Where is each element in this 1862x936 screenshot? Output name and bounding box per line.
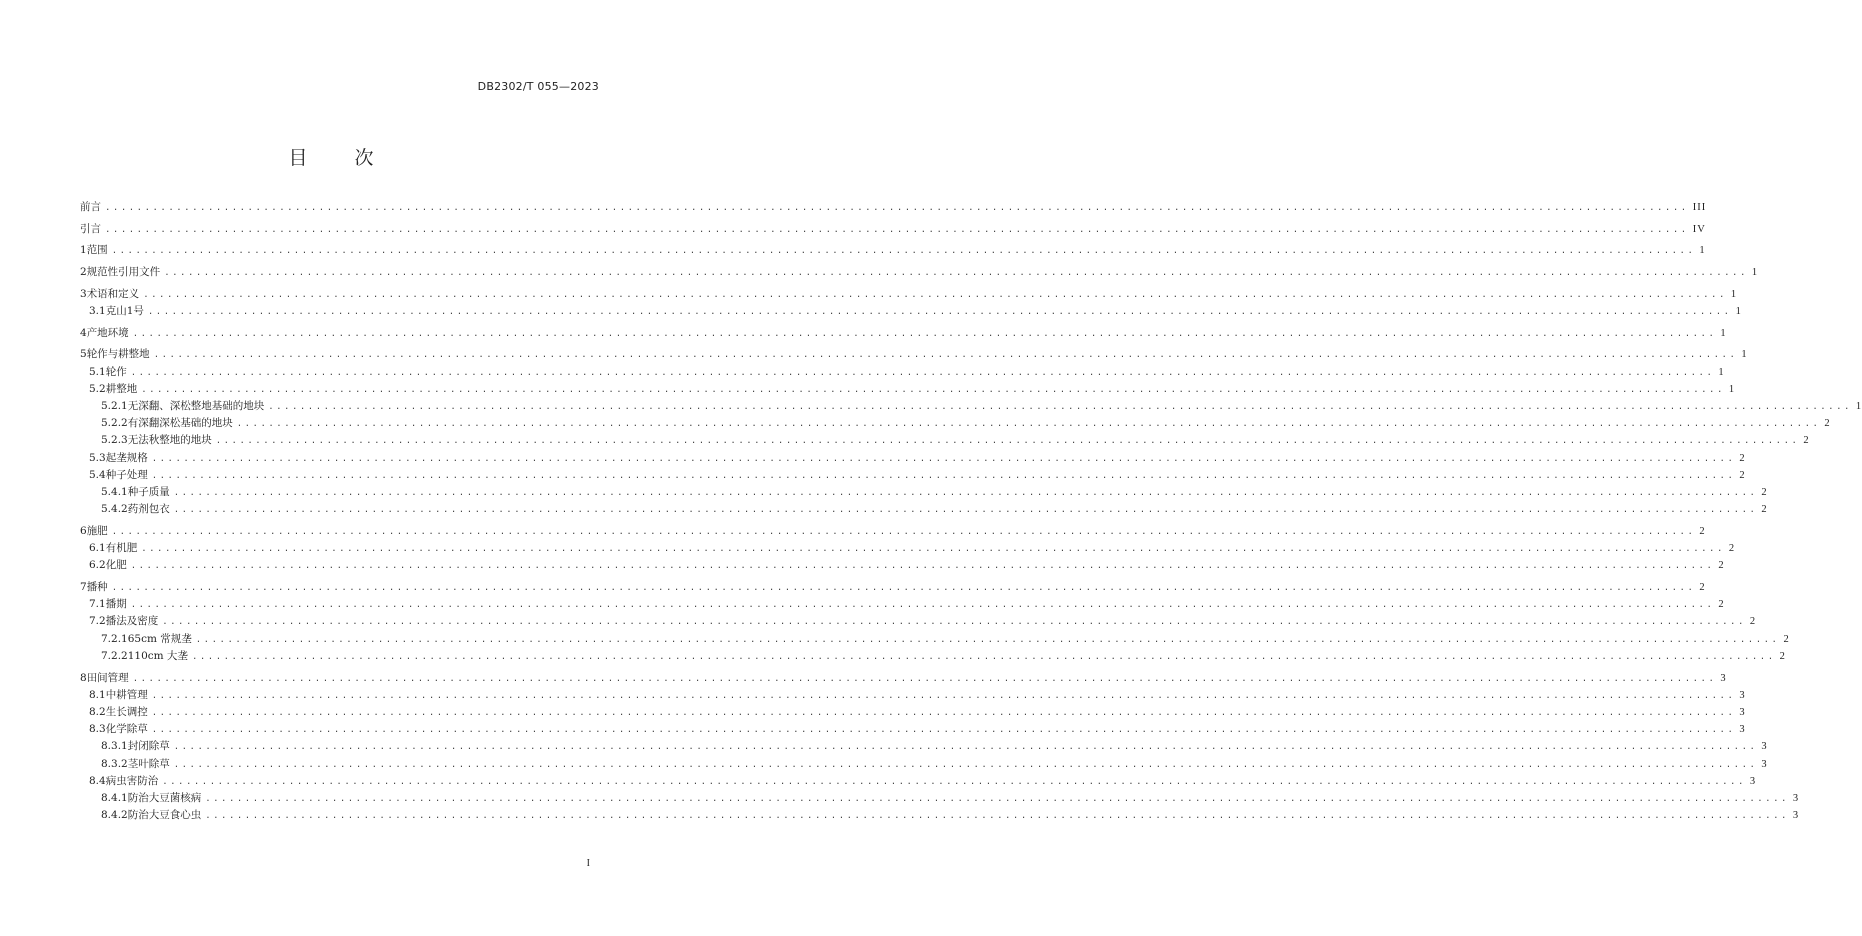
toc-entry-number: 3.1 [89, 305, 106, 317]
toc-entry[interactable] [101, 398, 1862, 414]
toc-entry-page: 2 [1739, 469, 1746, 481]
toc-entry-page: 3 [1720, 672, 1727, 684]
toc-entry[interactable] [80, 670, 1727, 686]
toc-entry[interactable] [89, 773, 1757, 789]
toc-entry-label: 生长调控 [105, 705, 148, 718]
toc-entry[interactable] [80, 221, 1706, 237]
toc-leader-dots: ........................................................................................................................................................................................................ [151, 690, 1736, 701]
toc-entry[interactable] [80, 264, 1759, 280]
toc-leader-dots: ........................................................................................................................................................................................................ [173, 505, 1758, 516]
toc-entry-number: 8.3 [89, 723, 106, 736]
toc-leader-dots: ........................................................................................................................................................................................................ [151, 725, 1736, 736]
toc-leader-dots: ........................................................................................................................................................................................................ [143, 289, 1727, 300]
toc-entry-number: 2 [80, 266, 87, 279]
toc-entry[interactable] [89, 381, 1736, 397]
toc-leader-dots: ........................................................................................................................................................................................................ [153, 350, 1738, 361]
toc-entry[interactable] [80, 346, 1748, 362]
toc-entry-page: 2 [1739, 452, 1746, 464]
toc-entry-label: 种子处理 [105, 468, 148, 481]
toc-entry-label: 种子质量 [127, 486, 170, 498]
toc-entry-page: 2 [1718, 560, 1725, 572]
toc-entry-number: 8.3.2 [101, 757, 128, 770]
toc-entry[interactable] [101, 484, 1768, 500]
toc-entry-page: 1 [1751, 267, 1759, 279]
toc-entry-label: 克山1号 [105, 305, 144, 317]
toc-leader-dots: ........................................................................................................................................................................................................ [130, 561, 1715, 572]
toc-entry-number: 6.2 [89, 559, 106, 572]
toc-entry[interactable] [101, 790, 1800, 806]
toc-entry-label: 110cm 大垄 [127, 649, 188, 662]
toc-entry[interactable] [80, 579, 1706, 595]
toc-entry-page: III [1692, 202, 1707, 213]
toc-leader-dots: ........................................................................................................................................................................................................ [236, 419, 1821, 430]
toc-entry[interactable] [80, 242, 1706, 258]
toc-leader-dots: ........................................................................................................................................................................................................ [205, 793, 1789, 804]
toc-entry-number: 5.2.3 [101, 434, 128, 447]
toc-entry-label: 耕整地 [105, 382, 138, 395]
toc-entry-page: 1 [1699, 245, 1706, 257]
toc-leader-dots: ........................................................................................................................................................................................................ [162, 776, 1746, 787]
page-title: 目 次 [288, 147, 388, 169]
toc-entry[interactable] [80, 286, 1738, 302]
toc-entry[interactable] [101, 432, 1810, 448]
toc-leader-dots: ........................................................................................................................................................................................................ [132, 673, 1717, 684]
toc-entry-page: 2 [1761, 487, 1768, 498]
toc-entry[interactable] [101, 756, 1768, 772]
toc-leader-dots: ........................................................................................................................................................................................................ [130, 600, 1715, 611]
page-number: I [586, 858, 590, 869]
toc-leader-dots: ........................................................................................................................................................................................................ [151, 470, 1736, 481]
toc-leader-dots: ........................................................................................................................................................................................................ [268, 402, 1852, 412]
toc-entry-number: 7.2.1 [101, 632, 128, 645]
toc-entry[interactable] [101, 415, 1831, 431]
toc-entry-label: 病虫害防治 [105, 774, 159, 787]
toc-entry-label: 播法及密度 [105, 615, 159, 628]
toc-entry-number: 8 [80, 671, 87, 684]
toc-entry-page: 3 [1739, 706, 1746, 718]
toc-entry-label: 播期 [105, 598, 127, 611]
toc-leader-dots: ........................................................................................................................................................................................................ [205, 811, 1789, 822]
toc-entry[interactable] [101, 738, 1768, 754]
toc-entry-page: 3 [1792, 792, 1800, 804]
toc-entry-label: 施肥 [86, 524, 108, 537]
toc-entry-number: 8.1 [89, 688, 106, 701]
toc-leader-dots: ........................................................................................................................................................................................................ [105, 224, 1689, 235]
toc-entry-label: 引言 [80, 222, 101, 235]
toc-entry-page: 2 [1728, 543, 1736, 555]
toc-leader-dots: ........................................................................................................................................................................................................ [151, 453, 1736, 464]
toc-entry-label: 茎叶除草 [127, 757, 170, 770]
toc-entry[interactable] [89, 704, 1746, 720]
toc-entry-page: 3 [1792, 810, 1800, 822]
toc-entry-page: 2 [1699, 525, 1706, 537]
toc-entry-number: 7 [80, 581, 87, 593]
toc-entry-number: 5.3 [89, 451, 106, 464]
toc-entry-page: 1 [1730, 288, 1738, 300]
toc-entry-number: 5.2 [89, 382, 106, 395]
toc-entry-number: 6 [80, 524, 87, 537]
toc-entry-number: 5.1 [89, 365, 106, 378]
toc-leader-dots: ........................................................................................................................................................................................................ [111, 583, 1696, 593]
toc-entry-number: 1 [80, 244, 87, 257]
toc-entry-page: 3 [1739, 689, 1746, 701]
toc-entry[interactable] [89, 467, 1746, 483]
toc-entry-page: 3 [1739, 724, 1746, 736]
toc-entry-label: 轮作与耕整地 [86, 348, 150, 361]
toc-leader-dots: ........................................................................................................................................................................................................ [141, 544, 1725, 555]
toc-leader-dots: ........................................................................................................................................................................................................ [215, 436, 1800, 447]
toc-entry-page: 2 [1803, 435, 1810, 447]
toc-leader-dots: ........................................................................................................................................................................................................ [191, 651, 1776, 662]
toc-entry-page: 1 [1728, 383, 1736, 395]
toc-entry[interactable] [89, 596, 1725, 612]
toc-entry-page: 1 [1855, 401, 1862, 412]
toc-entry-label: 起垄规格 [105, 451, 148, 464]
toc-entry-number: 5.2.2 [101, 417, 128, 430]
toc-entry-label: 防治大豆食心虫 [127, 809, 202, 822]
toc-leader-dots: ........................................................................................................................................................................................................ [105, 203, 1689, 213]
toc-entry-label: 无法秋整地的地块 [127, 434, 212, 447]
toc-leader-dots: ........................................................................................................................................................................................................ [111, 526, 1696, 537]
toc-entry[interactable] [80, 199, 1707, 215]
toc-entry[interactable] [101, 501, 1768, 517]
toc-entry-page: 1 [1741, 349, 1748, 361]
toc-entry-number: 8.2 [89, 705, 106, 718]
toc-leader-dots: ........................................................................................................................................................................................................ [151, 707, 1736, 718]
toc-entry-number: 6.1 [89, 542, 106, 555]
toc-entry-number: 5.4 [89, 468, 106, 481]
toc-leader-dots: ........................................................................................................................................................................................................ [173, 488, 1758, 498]
toc-entry-number: 8.3.1 [101, 740, 128, 753]
toc-entry-label: 播种 [86, 581, 108, 593]
toc-entry[interactable] [89, 613, 1757, 629]
toc-entry-page: 2 [1699, 582, 1706, 593]
toc-entry-page: 2 [1749, 616, 1757, 628]
toc-entry-label: 封闭除草 [127, 740, 170, 753]
toc-entry-label: 术语和定义 [86, 287, 140, 300]
toc-entry-label: 有机肥 [105, 542, 138, 555]
toc-entry[interactable] [89, 450, 1746, 466]
toc-entry-page: 1 [1720, 327, 1727, 339]
toc-entry-label: 轮作 [105, 365, 127, 378]
toc-entry-number: 8.4 [89, 774, 106, 787]
toc-entry-page: 2 [1824, 418, 1831, 430]
toc-entry-page: 1 [1735, 306, 1742, 317]
toc-leader-dots: ........................................................................................................................................................................................................ [130, 367, 1715, 378]
toc-entry-number: 7.2.2 [101, 649, 128, 662]
toc-entry[interactable] [89, 721, 1746, 737]
toc-entry-label: 化学除草 [105, 723, 148, 736]
toc-entry-label: 田间管理 [86, 671, 129, 684]
toc-entry-number: 8.4.1 [101, 791, 128, 804]
toc-entry-page: 2 [1783, 633, 1790, 645]
toc-entry-page: 1 [1718, 366, 1725, 378]
toc-entry-number: 4 [80, 326, 87, 339]
toc-entry-number: 5.2.1 [101, 400, 128, 412]
toc-leader-dots: ........................................................................................................................................................................................................ [173, 759, 1758, 770]
toc-entry-label: 中耕管理 [105, 688, 148, 701]
toc-entry-number: 8.4.2 [101, 809, 128, 822]
toc-entry-number: 3 [80, 287, 87, 300]
toc-entry-page: 2 [1761, 504, 1768, 516]
toc-entry-page: 3 [1761, 758, 1768, 770]
toc-entry[interactable] [101, 807, 1800, 823]
document-code: DB2302/T 055—2023 [477, 80, 599, 93]
toc-leader-dots: ........................................................................................................................................................................................................ [147, 307, 1732, 317]
toc-entry[interactable] [89, 557, 1725, 573]
toc-leader-dots: ........................................................................................................................................................................................................ [141, 384, 1725, 395]
toc-entry-label: 有深翻深松基础的地块 [127, 417, 233, 430]
toc-entry-page: IV [1692, 223, 1706, 235]
toc-entry-label: 化肥 [105, 559, 127, 572]
toc-entry-page: 3 [1761, 741, 1768, 753]
toc-entry-page: 2 [1718, 599, 1725, 611]
toc-entry-label: 防治大豆菌核病 [127, 791, 202, 804]
toc-entry-number: 7.1 [89, 598, 106, 611]
toc-entry-label: 前言 [80, 201, 101, 213]
toc-entry-page: 3 [1749, 775, 1757, 787]
toc-entry-label: 药剂包衣 [127, 503, 170, 516]
toc-leader-dots: ........................................................................................................................................................................................................ [164, 268, 1748, 279]
toc-entry[interactable] [101, 631, 1790, 647]
toc-entry[interactable] [101, 648, 1786, 664]
toc-entry[interactable] [89, 364, 1725, 380]
toc-entry-label: 65cm 常规垄 [127, 632, 192, 645]
toc-entry-number: 5 [80, 348, 87, 361]
toc-entry-label: 规范性引用文件 [86, 266, 161, 279]
toc-entry-number: 7.2 [89, 615, 106, 628]
toc-entry[interactable] [89, 303, 1742, 319]
toc-leader-dots: ........................................................................................................................................................................................................ [173, 742, 1758, 753]
toc-entry-label: 产地环境 [86, 326, 129, 339]
toc-entry[interactable] [89, 687, 1746, 703]
toc-entry-page: 2 [1779, 650, 1786, 662]
toc-entry-label: 无深翻、深松整地基础的地块 [127, 400, 265, 412]
toc-entry[interactable] [80, 523, 1706, 539]
toc-leader-dots: ........................................................................................................................................................................................................ [195, 634, 1780, 645]
toc-entry-number: 5.4.1 [101, 486, 128, 498]
toc-entry-number: 5.4.2 [101, 503, 128, 516]
toc-leader-dots: ........................................................................................................................................................................................................ [132, 328, 1717, 339]
toc-leader-dots: ........................................................................................................................................................................................................ [162, 617, 1746, 628]
toc-entry[interactable] [80, 325, 1727, 341]
toc-entry-label: 范围 [86, 244, 108, 257]
toc-entry[interactable] [89, 540, 1736, 556]
toc-leader-dots: ........................................................................................................................................................................................................ [111, 246, 1696, 257]
